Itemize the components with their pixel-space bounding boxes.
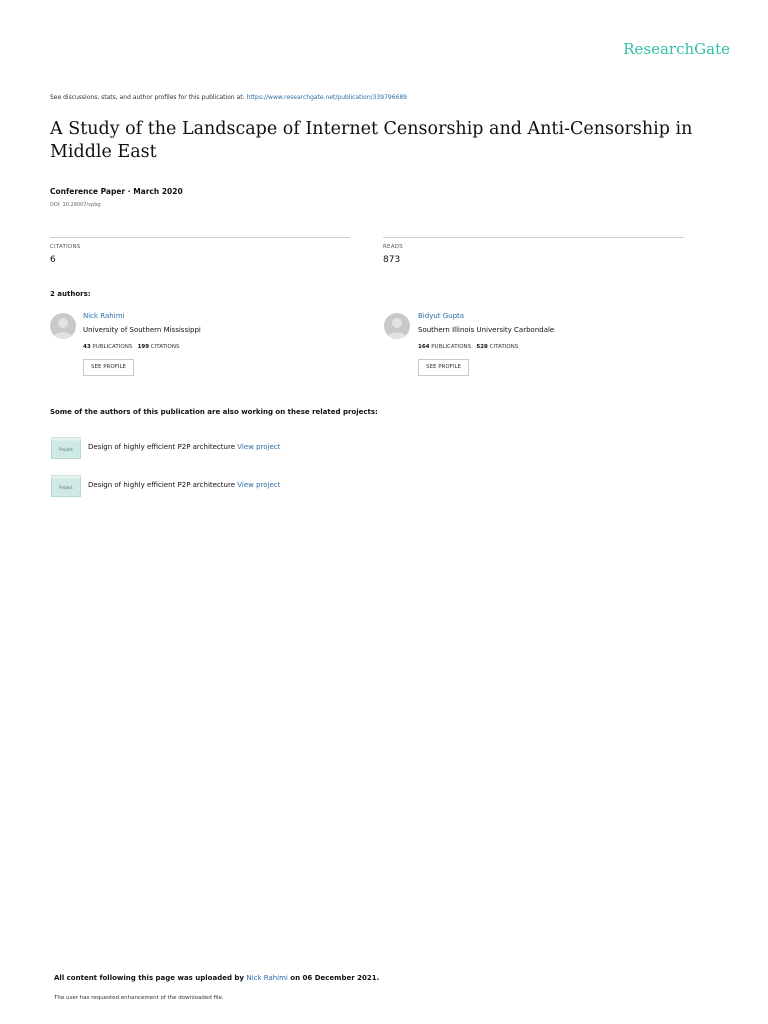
paper-title: A Study of the Landscape of Internet Censorship and Anti-Censorship in Middle East bbox=[50, 119, 693, 162]
paper-doi[interactable]: DOI: 10.29007/vpbg bbox=[50, 202, 101, 208]
project-title: Design of highly efficient P2P architecture bbox=[88, 481, 235, 489]
researchgate-logo[interactable]: ResearchGate bbox=[623, 40, 730, 58]
upload-suffix: on 06 December 2021. bbox=[287, 974, 380, 982]
author-affiliation: Southern Illinois University Carbondale bbox=[418, 326, 555, 334]
reads-label: READS bbox=[383, 244, 403, 250]
citations-label: CITATIONS bbox=[50, 244, 81, 250]
author-publications-count: 43 bbox=[83, 344, 91, 350]
related-projects-heading: Some of the authors of this publication are also working on these related projects: bbox=[50, 408, 378, 416]
author-name[interactable]: Nick Rahimi bbox=[83, 312, 125, 320]
upload-prefix: All content following this page was uploaded by bbox=[54, 974, 247, 982]
see-profile-button[interactable]: SEE PROFILE bbox=[83, 359, 134, 376]
discussion-text: See discussions, stats, and author profiles for this publication at: bbox=[50, 94, 247, 101]
author-name[interactable]: Bidyut Gupta bbox=[418, 312, 465, 320]
project-icon-label: Project bbox=[59, 485, 73, 490]
reads-divider bbox=[383, 237, 684, 238]
project-title: Design of highly efficient P2P architecture bbox=[88, 443, 235, 451]
author-citations-count: 199 bbox=[137, 344, 150, 350]
author-affiliation: University of Southern Mississippi bbox=[83, 326, 201, 334]
paper-type-date: Conference Paper · March 2020 bbox=[50, 187, 183, 196]
view-project-link[interactable]: View project bbox=[237, 481, 281, 489]
view-project-link[interactable]: View project bbox=[237, 443, 281, 451]
author-citations-label: CITATIONS bbox=[150, 344, 180, 350]
project-icon-label: Project bbox=[59, 447, 73, 452]
author-citations-label: CITATIONS bbox=[489, 344, 519, 350]
avatar-silhouette-icon[interactable] bbox=[384, 313, 410, 339]
author-stats bbox=[418, 344, 518, 350]
see-profile-button[interactable]: SEE PROFILE bbox=[418, 359, 469, 376]
discussion-line bbox=[50, 94, 407, 101]
project-item bbox=[88, 481, 280, 489]
author-publications-label: PUBLICATIONS bbox=[92, 344, 133, 350]
author-publications-count: 164 bbox=[418, 344, 430, 350]
project-folder-icon[interactable] bbox=[51, 437, 81, 459]
uploader-link[interactable]: Nick Rahimi bbox=[246, 974, 288, 982]
authors-heading: 2 authors: bbox=[50, 290, 91, 298]
enhancement-note: The user has requested enhancement of the downloaded file. bbox=[54, 995, 224, 1001]
author-stats bbox=[83, 344, 179, 350]
upload-info bbox=[54, 974, 379, 982]
project-item bbox=[88, 443, 280, 451]
citations-count: 6 bbox=[50, 255, 56, 265]
author-citations-count: 528 bbox=[476, 344, 488, 350]
project-folder-icon[interactable] bbox=[51, 475, 81, 497]
author-publications-label: PUBLICATIONS bbox=[431, 344, 472, 350]
citations-divider bbox=[50, 237, 350, 238]
publication-url-link[interactable]: https://www.researchgate.net/publication/339796689 bbox=[246, 94, 407, 101]
avatar-silhouette-icon[interactable] bbox=[50, 313, 76, 339]
reads-count: 873 bbox=[383, 255, 401, 265]
